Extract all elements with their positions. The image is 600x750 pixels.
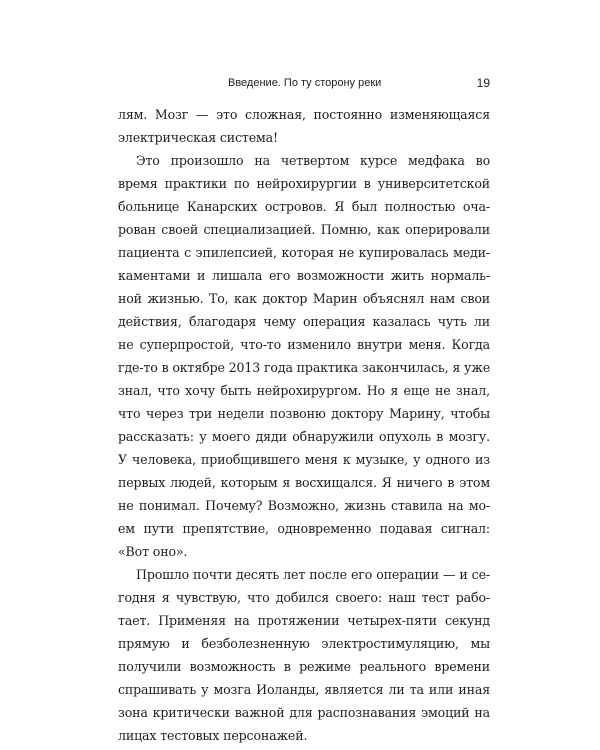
text-line: У человека, приобщившего меня к музыке, у одного из: [118, 452, 490, 467]
text-line: лицах тестовых персонажей.: [118, 728, 308, 743]
text-line: электрическая система!: [118, 130, 278, 145]
paragraph-2: [118, 149, 490, 563]
text-line: Прошло почти десять лет после его операции — и се-: [136, 567, 490, 582]
text-line: знал, что хочу быть нейрохирургом. Но я еще не знал,: [118, 383, 490, 398]
text-line: где-то в октябре 2013 года практика закончилась, я уже: [118, 360, 490, 375]
text-line: зона критически важной для распознавания эмоций на: [118, 705, 490, 720]
text-line: не суперпростой, что-то изменило внутри меня. Когда: [118, 337, 490, 352]
text-line: рассказать: у моего дяди обнаружили опухоль в мозгу.: [118, 429, 490, 444]
text-line: прямую и безболезненную электростимуляцию, мы: [118, 636, 490, 651]
text-line: время практики по нейрохирургии в университетской: [118, 176, 490, 191]
text-line: каментами и лишала его возможности жить нормаль-: [118, 268, 490, 283]
text-line: лям. Мозг — это сложная, постоянно изменяющаяся: [118, 107, 490, 122]
text-line: первых людей, которым я восхищался. Я ничего в этом: [118, 475, 490, 490]
text-line: тает. Применяя на протяжении четырех-пяти секунд: [118, 613, 490, 628]
text-line: пациента с эпилепсией, которая не купировалась меди-: [118, 245, 490, 260]
text-line: больнице Канарских островов. Я был полностью оча-: [118, 199, 490, 214]
page-number: 19: [476, 76, 490, 90]
text-line: действия, благодаря чему операция казалась чуть ли: [118, 314, 490, 329]
text-line: что через три недели позвоню доктору Марину, чтобы: [118, 406, 490, 421]
paragraph-1: [118, 103, 490, 149]
text-line: «Вот оно».: [118, 544, 188, 559]
text-line: годня я чувствую, что добился своего: наш тест рабо-: [118, 590, 490, 605]
text-line: ной жизнью. То, как доктор Марин объяснял нам свои: [118, 291, 490, 306]
text-line: спрашивать у мозга Иоланды, является ли та или иная: [118, 682, 490, 697]
text-line: ем пути препятствие, одновременно подавая сигнал:: [118, 521, 490, 536]
text-line: получили возможность в режиме реального времени: [118, 659, 490, 674]
paragraph-3: [118, 563, 490, 747]
text-line: не понимал. Почему? Возможно, жизнь ставила на мо-: [118, 498, 490, 513]
chapter-title: Введение. По ту сторону реки: [228, 77, 382, 89]
running-header: [118, 76, 490, 92]
body-text: [118, 103, 490, 747]
text-line: Это произошло на четвертом курсе медфака во: [136, 153, 490, 168]
text-line: рован своей специализацией. Помню, как оперировали: [118, 222, 490, 237]
